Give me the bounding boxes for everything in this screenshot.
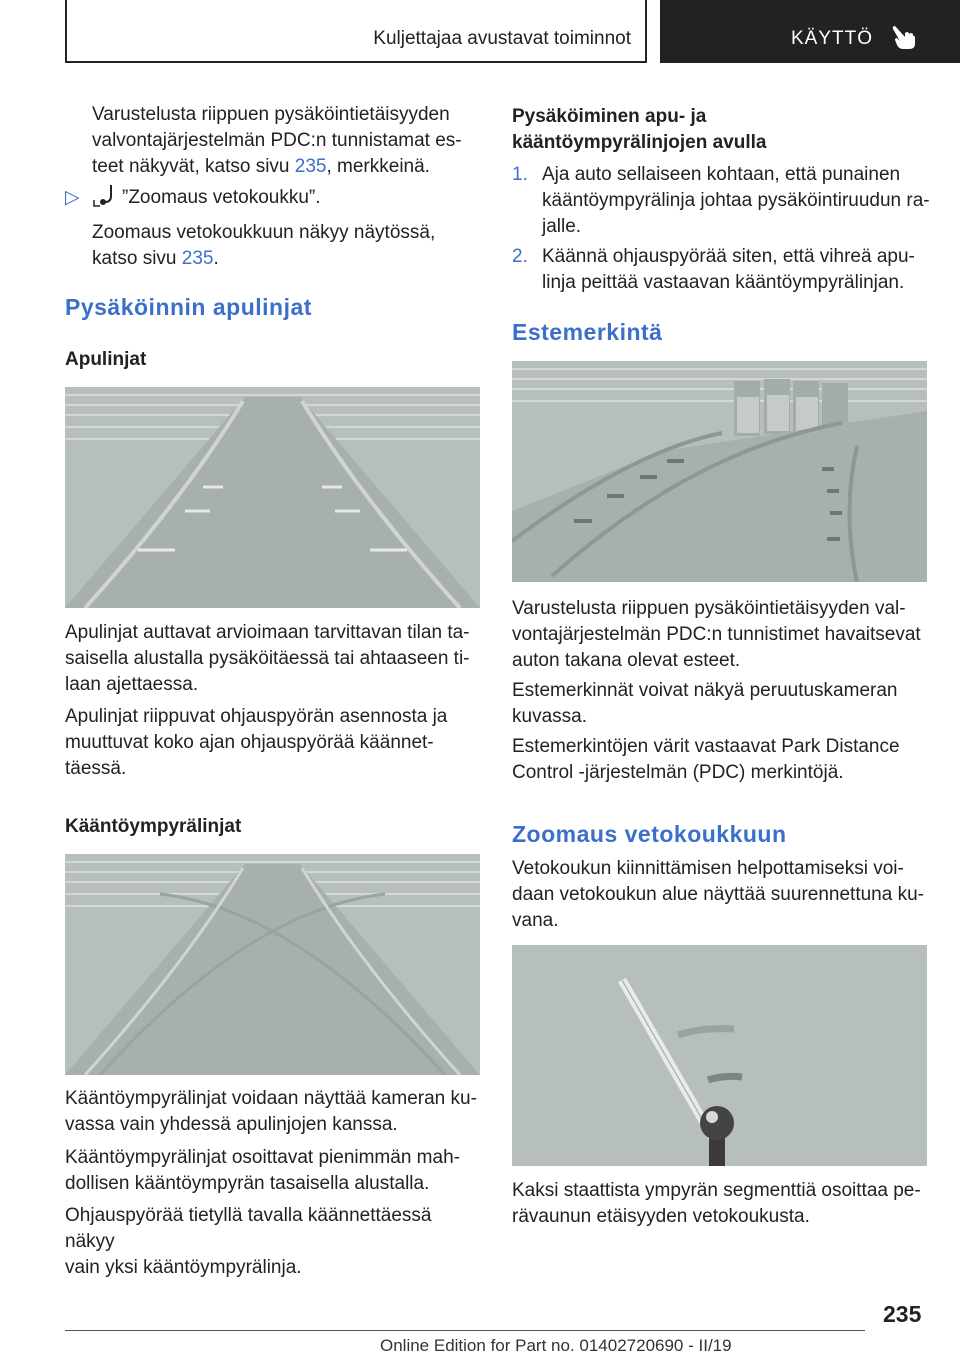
subheading-line: kääntöympyrälinjojen avulla	[512, 132, 767, 153]
text-line: Control -järjestelmän (PDC) merkintöjä.	[512, 762, 844, 783]
turning-lines-paragraph-1	[65, 1086, 485, 1138]
chapter-title: KÄYTTÖ	[791, 28, 874, 49]
header-section-box	[65, 0, 647, 63]
text-line: Vetokoukun kiinnittämisen helpottamiseksi voi-	[512, 858, 904, 879]
camera-hitch-icon	[92, 184, 118, 208]
text-line: täessä.	[65, 758, 127, 779]
subheading-turning-lines: Kääntöympyrälinjat	[65, 816, 242, 837]
subheading-parking-with-lines	[512, 104, 766, 156]
turning-lines-paragraph-3	[65, 1203, 485, 1281]
text-line: Aja auto sellaiseen kohtaan, että punainen	[542, 164, 901, 185]
header-chapter-box	[660, 0, 960, 63]
page-number: 235	[883, 1301, 922, 1327]
obstacle-paragraph-1	[512, 596, 932, 674]
hand-pointer-icon	[892, 24, 916, 50]
text-line: Kääntöympyrälinjat osoittavat pienimmän mah-	[65, 1147, 460, 1168]
heading-obstacle-marking: Estemerkintä	[512, 319, 663, 345]
step-number: 2.	[512, 246, 528, 267]
obstacle-paragraph-2	[512, 678, 932, 730]
text-line: Kääntöympyrälinjat voidaan näyttää kameran ku-	[65, 1088, 477, 1109]
text-line: Estemerkintöjen värit vastaavat Park Distance	[512, 736, 900, 757]
zoom-paragraph	[512, 856, 932, 934]
zoom-segments-paragraph	[512, 1178, 932, 1230]
guide-lines-paragraph-2	[65, 704, 485, 782]
heading-zoom-hitch: Zoomaus vetokoukkuun	[512, 821, 787, 847]
text-line: linja peittää vastaavan kääntöympyrälinjan.	[542, 272, 905, 293]
subheading-line: Pysäköiminen apu- ja	[512, 106, 707, 127]
section-title: Kuljettajaa avustavat toiminnot	[373, 28, 631, 49]
text-line: jalle.	[542, 216, 582, 237]
step-note-line: katso sivu	[92, 248, 182, 269]
parking-step-2	[512, 244, 932, 296]
text-line: saisella alustalla pysäköitäessä tai ahtaaseen ti-	[65, 648, 470, 669]
text-line: dollisen kääntöympyrän tasaisella alustalla.	[65, 1173, 430, 1194]
text-line: vain yksi kääntöympyrälinja.	[65, 1257, 302, 1278]
text-line: Varustelusta riippuen pysäköintietäisyyden val-	[512, 598, 906, 619]
text-line: Käännä ohjauspyörää siten, että vihreä apu-	[542, 246, 915, 267]
parking-step-1	[512, 162, 932, 240]
intro-paragraph	[92, 102, 482, 180]
guide-lines-image	[65, 387, 480, 608]
intro-line: valvontajärjestelmän PDC:n tunnistamat es-	[92, 130, 462, 151]
footer-divider	[65, 1330, 865, 1331]
step-note-line: Zoomaus vetokoukkuun näkyy näytössä,	[92, 222, 436, 243]
text-line: daan vetokoukun alue näyttää suurennettuna ku-	[512, 884, 924, 905]
text-line: Apulinjat riippuvat ohjauspyörän asennosta ja	[65, 706, 448, 727]
text-line: vassa vain yhdessä apulinjojen kanssa.	[65, 1114, 398, 1135]
text-line: Kaksi staattista ympyrän segmenttiä osoittaa pe-	[512, 1180, 921, 1201]
text-line: laan ajettaessa.	[65, 674, 199, 695]
text-line: muuttuvat koko ajan ohjauspyörää käännet-	[65, 732, 434, 753]
step-note-line: .	[213, 248, 219, 269]
text-line: Estemerkinnät voivat näkyä peruutuskameran	[512, 680, 898, 701]
intro-line: teet näkyvät, katso sivu	[92, 156, 295, 177]
page-link[interactable]: 235	[294, 156, 327, 177]
intro-line: Varustelusta riippuen pysäköintietäisyyden	[92, 104, 450, 125]
subheading-guide-lines: Apulinjat	[65, 349, 147, 370]
text-line: vana.	[512, 910, 559, 931]
hitch-zoom-image	[512, 945, 927, 1166]
edition-info: Online Edition for Part no. 01402720690 - II/19	[380, 1336, 732, 1355]
step-marker: ▷	[65, 187, 80, 208]
text-line: vontajärjestelmän PDC:n tunnistimet havaitsevat	[512, 624, 921, 645]
text-line: kuvassa.	[512, 706, 587, 727]
text-line: auton takana olevat esteet.	[512, 650, 741, 671]
page-link[interactable]: 235	[181, 248, 214, 269]
step-note	[92, 220, 435, 272]
text-line: kääntöympyrälinja johtaa pysäköintiruudun ra-	[542, 190, 930, 211]
heading-parking-guides: Pysäköinnin apulinjat	[65, 294, 312, 320]
step-number: 1.	[512, 164, 528, 185]
text-line: Ohjauspyörää tietyllä tavalla käännettäessä näkyy	[65, 1205, 432, 1252]
turning-lines-image	[65, 854, 480, 1075]
obstacle-paragraph-3	[512, 734, 932, 786]
text-line: Apulinjat auttavat arvioimaan tarvittavan tilan ta-	[65, 622, 470, 643]
turning-lines-paragraph-2	[65, 1145, 485, 1197]
step-text: ”Zoomaus vetokoukku”.	[122, 187, 321, 208]
guide-lines-paragraph-1	[65, 620, 485, 698]
text-line: rävaunun etäisyyden vetokoukusta.	[512, 1206, 810, 1227]
intro-line: , merkkeinä.	[326, 156, 430, 177]
obstacle-marking-image	[512, 361, 927, 582]
